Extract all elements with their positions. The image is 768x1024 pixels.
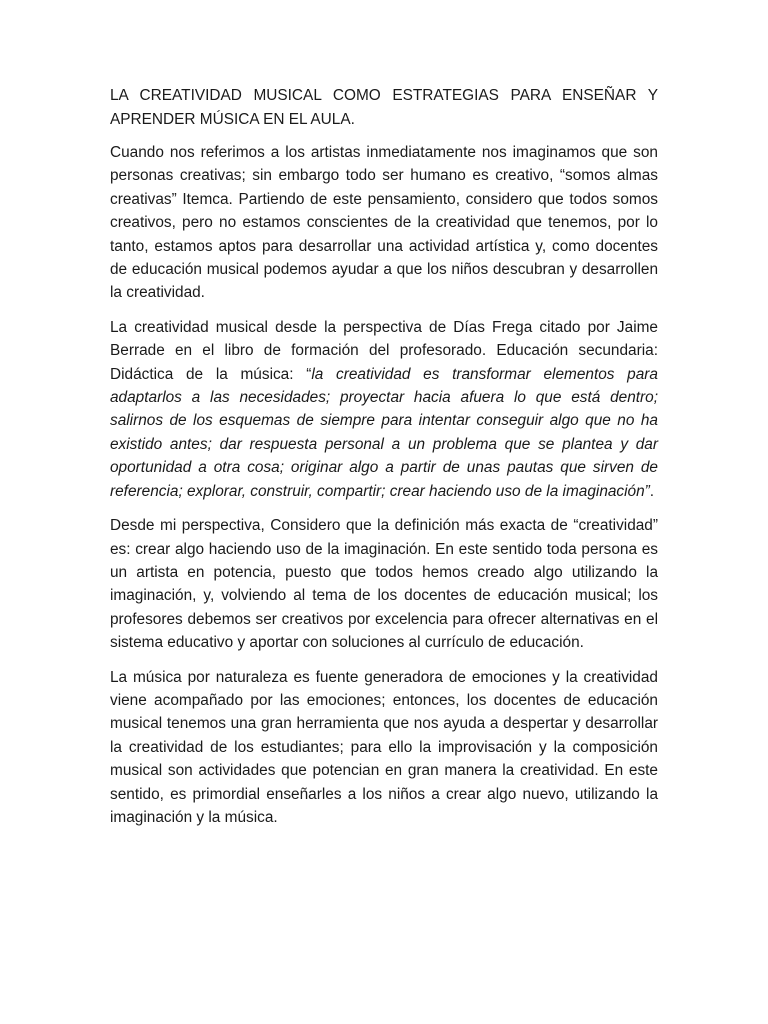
paragraph-2-intro: La creatividad musical desde la perspectiva de Días Frega citado por Jaime Berrade en el libro de formación del profesorado. Educación secundaria: Didáctica de la música: “ xyxy=(110,318,658,383)
paragraph-4: La música por naturaleza es fuente generadora de emociones y la creatividad viene acompañado por las emociones; entonces, los docentes de educación musical tenemos una gran herramienta que nos ayuda a despertar y desarrollar la creatividad de los estudiantes; para ello la improvisación y la composición musical son actividades que potencian en gran manera la creatividad. En este sentido, es primordial enseñarles a los niños a crear algo nuevo, utilizando la imaginación y la música. xyxy=(110,668,658,826)
paragraph-1: Cuando nos referimos a los artistas inmediatamente nos imaginamos que son personas creativas; sin embargo todo ser humano es creativo, “somos almas creativas” Itemca. Partiendo de este pensamiento, considero que todos somos creativos, pero no estamos conscientes de la creatividad que tenemos, por lo tanto, estamos aptos para desarrollar una actividad artística y, como docentes de educación musical podemos ayudar a que los niños descubran y desarrollen la creatividad. xyxy=(110,144,658,302)
document-page xyxy=(110,84,658,840)
document-title: LA CREATIVIDAD MUSICAL COMO ESTRATEGIAS PARA ENSEÑAR Y APRENDER MÚSICA EN EL AULA. xyxy=(110,87,658,128)
paragraph-2-end: . xyxy=(649,482,655,500)
paragraph-3: Desde mi perspectiva, Considero que la definición más exacta de “creatividad” es: crear algo haciendo uso de la imaginación. En este sentido toda persona es un artista en potencia, puesto que todos hemos creado algo utilizando la imaginación, y, volviendo al tema de los docentes de educación musical; los profesores debemos ser creativos por excelencia para ofrecer alternativas en el sistema educativo y aportar con soluciones al currículo de educación. xyxy=(110,517,658,652)
paragraph-2 xyxy=(110,316,658,503)
paragraph-2-quote: la creatividad es transformar elementos para adaptarlos a las necesidades; proyectar hacia afuera lo que está dentro; salirnos de los esquemas de siempre para intentar conseguir algo que no ha existido antes; dar respuesta personal a un problema que se plantea y dar oportunidad a otra cosa; originar algo a partir de unas pautas que sirven de referencia; explorar, construir, compartir; crear haciendo uso de la imaginación” xyxy=(110,365,658,500)
